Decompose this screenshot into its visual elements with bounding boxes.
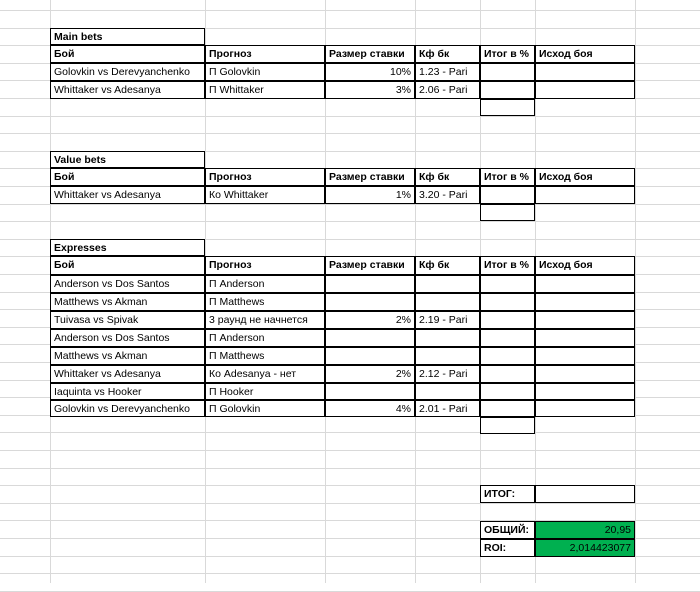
express-row-2-fight[interactable]: Matthews vs Akman <box>50 293 205 311</box>
total-value[interactable]: 20,95 <box>535 521 635 539</box>
main-row-1-outcome[interactable] <box>535 63 635 81</box>
express-row-6-result[interactable] <box>480 365 535 383</box>
value-row-1-odds[interactable]: 3.20 - Pari <box>415 186 480 204</box>
header-prediction[interactable]: Прогноз <box>205 168 325 186</box>
header-fight[interactable]: Бой <box>50 256 205 275</box>
header-odds[interactable]: Кф бк <box>415 45 480 63</box>
header-stake[interactable]: Размер ставки <box>325 168 415 186</box>
express-row-3-stake[interactable]: 2% <box>325 311 415 329</box>
express-row-8-stake[interactable]: 4% <box>325 400 415 417</box>
gridline-horizontal <box>0 432 700 433</box>
header-stake[interactable]: Размер ставки <box>325 256 415 275</box>
header-outcome[interactable]: Исход боя <box>535 168 635 186</box>
main-row-1-prediction[interactable]: П Golovkin <box>205 63 325 81</box>
express-row-1-prediction[interactable]: П Anderson <box>205 275 325 293</box>
express-row-5-result[interactable] <box>480 347 535 365</box>
main-row-2-prediction[interactable]: П Whittaker <box>205 81 325 99</box>
main-row-2-stake[interactable]: 3% <box>325 81 415 99</box>
express-row-8-result[interactable] <box>480 400 535 417</box>
express-row-6-outcome[interactable] <box>535 365 635 383</box>
itog-value[interactable] <box>535 485 635 503</box>
express-row-2-result[interactable] <box>480 293 535 311</box>
header-fight[interactable]: Бой <box>50 45 205 63</box>
gridline-horizontal <box>0 468 700 469</box>
value-row-1-fight[interactable]: Whittaker vs Adesanya <box>50 186 205 204</box>
express-row-2-stake[interactable] <box>325 293 415 311</box>
section-title-main-bets[interactable]: Main bets <box>50 28 205 45</box>
expresses-total-cell[interactable] <box>480 417 535 434</box>
express-row-3-odds[interactable]: 2.19 - Pari <box>415 311 480 329</box>
express-row-3-result[interactable] <box>480 311 535 329</box>
express-row-5-outcome[interactable] <box>535 347 635 365</box>
main-bets-total-cell[interactable] <box>480 99 535 116</box>
gridline-horizontal <box>0 503 700 504</box>
express-row-8-prediction[interactable]: П Golovkin <box>205 400 325 417</box>
section-title-value-bets[interactable]: Value bets <box>50 151 205 168</box>
express-row-3-outcome[interactable] <box>535 311 635 329</box>
header-result[interactable]: Итог в % <box>480 256 535 275</box>
express-row-7-stake[interactable] <box>325 383 415 400</box>
gridline-horizontal <box>0 133 700 134</box>
main-row-1-odds[interactable]: 1.23 - Pari <box>415 63 480 81</box>
express-row-4-stake[interactable] <box>325 329 415 347</box>
gridline-horizontal <box>0 204 700 205</box>
gridline-horizontal <box>0 573 700 574</box>
value-row-1-outcome[interactable] <box>535 186 635 204</box>
roi-value[interactable]: 2,014423077 <box>535 539 635 557</box>
express-row-1-result[interactable] <box>480 275 535 293</box>
express-row-4-result[interactable] <box>480 329 535 347</box>
express-row-4-outcome[interactable] <box>535 329 635 347</box>
main-row-2-fight[interactable]: Whittaker vs Adesanya <box>50 81 205 99</box>
gridline-vertical <box>635 0 636 583</box>
express-row-5-fight[interactable]: Matthews vs Akman <box>50 347 205 365</box>
total-label[interactable]: ОБЩИЙ: <box>480 521 535 539</box>
express-row-8-outcome[interactable] <box>535 400 635 417</box>
header-odds[interactable]: Кф бк <box>415 168 480 186</box>
header-outcome[interactable]: Исход боя <box>535 256 635 275</box>
express-row-1-stake[interactable] <box>325 275 415 293</box>
express-row-4-prediction[interactable]: П Anderson <box>205 329 325 347</box>
header-fight[interactable]: Бой <box>50 168 205 186</box>
express-row-1-outcome[interactable] <box>535 275 635 293</box>
section-title-expresses[interactable]: Expresses <box>50 239 205 256</box>
express-row-5-prediction[interactable]: П Matthews <box>205 347 325 365</box>
express-row-6-stake[interactable]: 2% <box>325 365 415 383</box>
express-row-6-prediction[interactable]: Ко Adesanya - нет <box>205 365 325 383</box>
express-row-2-odds[interactable] <box>415 293 480 311</box>
express-row-6-fight[interactable]: Whittaker vs Adesanya <box>50 365 205 383</box>
itog-label[interactable]: ИТОГ: <box>480 485 535 503</box>
value-row-1-prediction[interactable]: Ко Whittaker <box>205 186 325 204</box>
express-row-8-fight[interactable]: Golovkin vs Derevyanchenko <box>50 400 205 417</box>
express-row-7-odds[interactable] <box>415 383 480 400</box>
express-row-7-outcome[interactable] <box>535 383 635 400</box>
header-stake[interactable]: Размер ставки <box>325 45 415 63</box>
gridline-horizontal <box>0 450 700 451</box>
express-row-5-stake[interactable] <box>325 347 415 365</box>
express-row-7-fight[interactable]: Iaquinta vs Hooker <box>50 383 205 400</box>
express-row-1-fight[interactable]: Anderson vs Dos Santos <box>50 275 205 293</box>
main-row-2-outcome[interactable] <box>535 81 635 99</box>
express-row-7-prediction[interactable]: П Hooker <box>205 383 325 400</box>
main-row-1-fight[interactable]: Golovkin vs Derevyanchenko <box>50 63 205 81</box>
roi-label[interactable]: ROI: <box>480 539 535 557</box>
main-row-1-stake[interactable]: 10% <box>325 63 415 81</box>
main-row-1-result[interactable] <box>480 63 535 81</box>
express-row-4-fight[interactable]: Anderson vs Dos Santos <box>50 329 205 347</box>
header-result[interactable]: Итог в % <box>480 45 535 63</box>
express-row-7-result[interactable] <box>480 383 535 400</box>
express-row-5-odds[interactable] <box>415 347 480 365</box>
express-row-1-odds[interactable] <box>415 275 480 293</box>
express-row-2-prediction[interactable]: П Matthews <box>205 293 325 311</box>
gridline-horizontal <box>0 221 700 222</box>
express-row-8-odds[interactable]: 2.01 - Pari <box>415 400 480 417</box>
header-prediction[interactable]: Прогноз <box>205 256 325 275</box>
express-row-3-prediction[interactable]: 3 раунд не начнется <box>205 311 325 329</box>
express-row-6-odds[interactable]: 2.12 - Pari <box>415 365 480 383</box>
gridline-horizontal <box>0 10 700 11</box>
value-row-1-result[interactable] <box>480 186 535 204</box>
express-row-2-outcome[interactable] <box>535 293 635 311</box>
main-row-2-odds[interactable]: 2.06 - Pari <box>415 81 480 99</box>
express-row-3-fight[interactable]: Tuivasa vs Spivak <box>50 311 205 329</box>
header-result[interactable]: Итог в % <box>480 168 535 186</box>
header-prediction[interactable]: Прогноз <box>205 45 325 63</box>
gridline-horizontal <box>0 116 700 117</box>
value-bets-total-cell[interactable] <box>480 204 535 221</box>
value-row-1-stake[interactable]: 1% <box>325 186 415 204</box>
header-odds[interactable]: Кф бк <box>415 256 480 275</box>
main-row-2-result[interactable] <box>480 81 535 99</box>
header-outcome[interactable]: Исход боя <box>535 45 635 63</box>
express-row-4-odds[interactable] <box>415 329 480 347</box>
